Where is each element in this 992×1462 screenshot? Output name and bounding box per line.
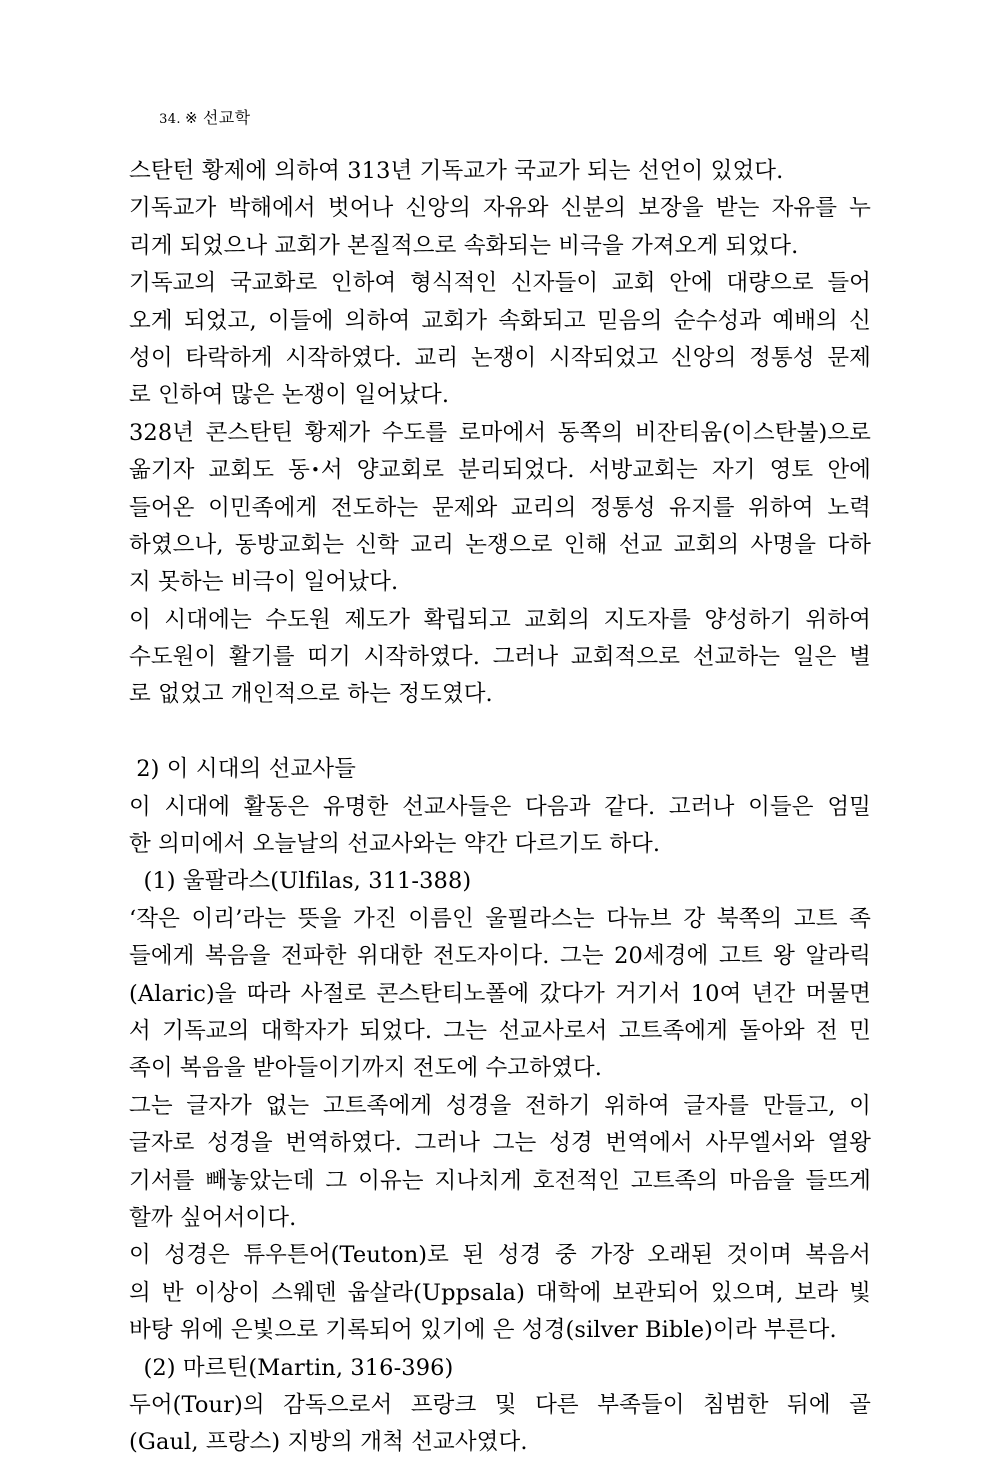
body-line: 성이 타락하게 시작하였다. 교리 논쟁이 시작되었고 신앙의 정통성 문제 — [129, 344, 871, 371]
body-line: 이 성경은 튜우튼어(Teuton)로 된 성경 중 가장 오래된 것이며 복음서 — [129, 1242, 871, 1269]
running-head-title: 선교학 — [202, 108, 251, 127]
body-line: 기독교의 국교화로 인하여 형식적인 신자들이 교회 안에 대량으로 들어 — [129, 270, 871, 297]
body-line: 그는 글자가 없는 고트족에게 성경을 전하기 위하여 글자를 만들고, 이 — [129, 1092, 871, 1119]
body-line: 바탕 위에 은빛으로 기록되어 있기에 은 성경(silver Bible)이라 부른다. — [129, 1317, 837, 1344]
running-head — [129, 88, 871, 150]
body-line: 로 인하여 많은 논쟁이 일어났다. — [129, 382, 450, 409]
body-line: 한 의미에서 오늘날의 선교사와는 약간 다르기도 하다. — [129, 831, 661, 858]
body-line: 의 반 이상이 스웨덴 웁살라(Uppsala) 대학에 보관되어 있으며, 보라 빛 — [129, 1279, 871, 1306]
body-line-with-bullet — [129, 452, 871, 489]
body-line: ‘작은 이리’라는 뜻을 가진 이름인 울필라스는 다뉴브 강 북쪽의 고트 족 — [129, 905, 871, 932]
subsection-heading-martin: (2) 마르틴(Martin, 316-396) — [129, 1354, 454, 1381]
body-line: 두어(Tour)의 감독으로서 프랑크 및 다른 부족들이 침범한 뒤에 골 — [129, 1391, 871, 1418]
body-line-segment: 옮기자 교회도 동 — [129, 457, 310, 484]
subsection-heading-ulfilas: (1) 울팔라스(Ulfilas, 311-388) — [129, 868, 472, 895]
body-line: 수도원이 활기를 띠기 시작하였다. 그러나 교회적으로 선교하는 일은 별 — [129, 644, 871, 671]
section-heading-missionaries: 2) 이 시대의 선교사들 — [129, 756, 356, 783]
body-line: (Alaric)을 따라 사절로 콘스탄티노폴에 갔다가 거기서 10여 년간 머물면 — [129, 980, 871, 1007]
body-line: 328년 콘스탄틴 황제가 수도를 로마에서 동쪽의 비잔티움(이스탄불)으로 — [129, 419, 871, 446]
body-line: 족이 복음을 받아들이기까지 전도에 수고하였다. — [129, 1055, 602, 1082]
body-line: 스탄턴 황제에 의하여 313년 기독교가 국교가 되는 선언이 있었다. — [129, 158, 784, 184]
body-line: 로 없었고 개인적으로 하는 정도였다. — [129, 681, 493, 708]
body-line: 이 시대에는 수도원 제도가 확립되고 교회의 지도자를 양성하기 위하여 — [129, 606, 871, 633]
body-line: 서 기독교의 대학자가 되었다. 그는 선교사로서 고트족에게 돌아와 전 민 — [129, 1017, 871, 1044]
body-line: 글자로 성경을 번역하였다. 그러나 그는 성경 번역에서 사무엘서와 열왕 — [129, 1130, 871, 1157]
body-line: 기서를 빼놓았는데 그 이유는 지나치게 호전적인 고트족의 마음을 들뜨게 — [129, 1167, 871, 1194]
body-line: 리게 되었으나 교회가 본질적으로 속화되는 비극을 가져오게 되었다. — [129, 232, 799, 259]
body-line: 오게 되었고, 이들에 의하여 교회가 속화되고 믿음의 순수성과 예배의 신 — [129, 307, 871, 334]
body-line: 하였으나, 동방교회는 신학 교리 논쟁으로 인해 선교 교회의 사명을 다하 — [129, 531, 871, 558]
bullet-separator-icon: • — [310, 461, 320, 480]
body-line: 할까 싶어서이다. — [129, 1204, 297, 1231]
body-line: 들어온 이민족에게 전도하는 문제와 교리의 정통성 유지를 위하여 노력 — [129, 494, 871, 521]
body-line: 기독교가 박해에서 벗어나 신앙의 자유와 신분의 보장을 받는 자유를 누 — [129, 195, 872, 222]
body-line-segment: 서 양교회로 분리되었다. 서방교회는 자기 영토 안에 — [320, 457, 871, 484]
reference-mark-icon: ※ — [184, 109, 198, 127]
body-line: 이 시대에 활동은 유명한 선교사들은 다음과 같다. 고러나 이들은 엄밀 — [129, 793, 871, 820]
text-column — [129, 88, 871, 1462]
page-folio: 34. — [159, 112, 181, 127]
body-line: 들에게 복음을 전파한 위대한 전도자이다. 그는 20세경에 고트 왕 알라릭 — [129, 943, 871, 970]
body-line: 지 못하는 비극이 일어났다. — [129, 569, 399, 596]
paragraph-spacer — [129, 714, 871, 751]
body-line: (Gaul, 프랑스) 지방의 개척 선교사였다. — [129, 1429, 528, 1456]
